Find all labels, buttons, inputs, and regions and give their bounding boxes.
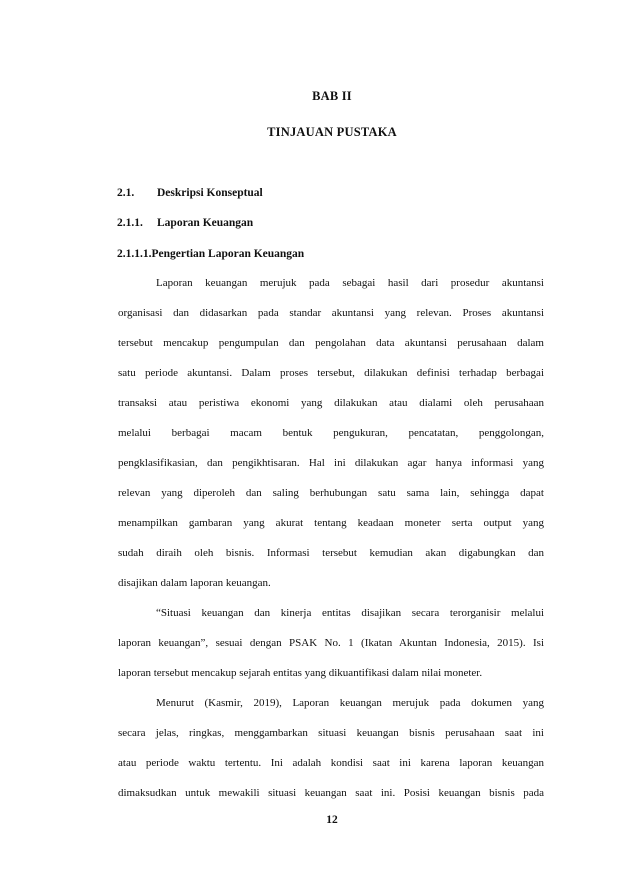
text-line: pengklasifikasian, dan pengikhtisaran. Hal ini dilakukan agar hanya informasi yang [118, 457, 544, 469]
subsection-title: Laporan Keuangan [157, 217, 254, 229]
section-heading [117, 187, 263, 199]
page-number: 12 [326, 814, 338, 826]
text-line: laporan tersebut mencakup sejarah entitas yang dikuantifikasi dalam nilai moneter. [118, 667, 483, 679]
text-line: organisasi dan didasarkan pada standar akuntansi yang relevan. Proses akuntansi [118, 307, 544, 319]
text-line: Menurut (Kasmir, 2019), Laporan keuangan merujuk pada dokumen yang [156, 697, 544, 709]
text-line: menampilkan gambaran yang akurat tentang keadaan moneter serta output yang [118, 517, 544, 529]
subsection-heading [117, 217, 254, 229]
text-line: “Situasi keuangan dan kinerja entitas disajikan secara terorganisir melalui [156, 607, 544, 619]
text-line: satu periode akuntansi. Dalam proses tersebut, dilakukan definisi terhadap berbagai [118, 367, 544, 379]
text-line: atau periode waktu tertentu. Ini adalah kondisi saat ini karena laporan keuangan [118, 757, 544, 769]
text-line: dimaksudkan untuk mewakili situasi keuangan saat ini. Posisi keuangan bisnis pada [118, 787, 544, 799]
text-line: disajikan dalam laporan keuangan. [118, 577, 271, 589]
chapter-title: TINJAUAN PUSTAKA [267, 125, 397, 139]
text-line: Laporan keuangan merujuk pada sebagai hasil dari prosedur akuntansi [156, 277, 544, 289]
subsubsection-heading [117, 248, 304, 260]
text-line: transaksi atau peristiwa ekonomi yang dilakukan atau dialami oleh perusahaan [118, 397, 544, 409]
text-line: laporan keuangan”, sesuai dengan PSAK No. 1 (Ikatan Akuntan Indonesia, 2015). Isi [118, 637, 544, 649]
text-line: tersebut mencakup pengumpulan dan pengolahan data akuntansi perusahaan dalam [118, 337, 544, 349]
text-line: melalui berbagai macam bentuk pengukuran, pencatatan, penggolongan, [118, 427, 544, 439]
section-title: Deskripsi Konseptual [157, 187, 263, 199]
section-number: 2.1. [117, 187, 135, 199]
subsubsection-title: 2.1.1.1.Pengertian Laporan Keuangan [117, 248, 305, 260]
text-line: sudah diraih oleh bisnis. Informasi tersebut kemudian akan digabungkan dan [118, 547, 544, 559]
chapter-number: BAB II [312, 89, 352, 103]
text-line: relevan yang diperoleh dan saling berhubungan satu sama lain, sehingga dapat [118, 487, 544, 499]
subsection-number: 2.1.1. [117, 217, 143, 229]
text-line: secara jelas, ringkas, menggambarkan situasi keuangan bisnis perusahaan saat ini [118, 727, 544, 739]
